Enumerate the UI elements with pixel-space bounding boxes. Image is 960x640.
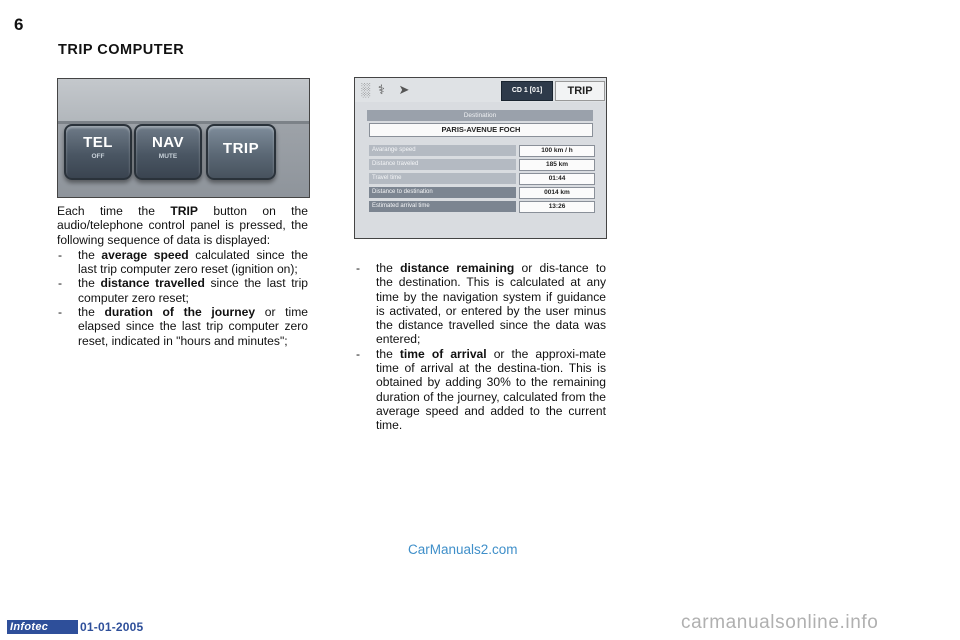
trip-button	[206, 124, 276, 180]
control-panel-photo	[57, 78, 310, 198]
list-item: - the time of arrival or the approxi-mate time of arrival at the destina-tion. This is obtained by adding 30% to the remaining duration of the journey, calculated from the average speed and added to the current time.	[356, 346, 606, 433]
screen-row-label: Avarange speed	[369, 145, 516, 156]
page-title: TRIP COMPUTER	[58, 42, 185, 58]
screen-row-estimated-arrival-time	[369, 201, 595, 212]
destination-label: Destination	[367, 110, 593, 121]
watermark-link[interactable]: CarManuals2.com	[408, 542, 518, 557]
right-bullet-list	[355, 261, 606, 433]
screen-row-label: Distance to destination	[369, 187, 516, 198]
arrow-icon: ➤	[398, 82, 410, 97]
list-item: - the average speed calculated since the last trip computer zero reset (ignition on);	[58, 247, 308, 277]
screen-status-icons	[361, 82, 413, 98]
intro-text: Each time the	[57, 204, 171, 218]
nav-button-label: NAV	[151, 134, 185, 151]
list-item: - the distance remaining or dis-tance to the destination. This is calculated at any time by the navigation system if guidance is activated, or entered by the user minus the distance travelled since the data was entered;	[356, 261, 606, 347]
intro-bold: TRIP	[170, 204, 198, 218]
screen-row-distance-to-destination	[369, 187, 595, 198]
antenna-icon: ⚕	[377, 82, 385, 97]
screen-row-average-speed	[369, 145, 595, 156]
list-item: - the distance travelled since the last trip computer zero reset;	[58, 276, 309, 305]
right-text-column	[355, 261, 606, 433]
trip-computer-screen	[354, 77, 607, 239]
screen-row-label: Distance traveled	[369, 159, 516, 170]
intro-text-rest: button on the audio/telephone control panel is pressed, the following sequence of data is displayed:	[57, 204, 308, 247]
screen-cd-tab: CD 1 [01]	[501, 81, 553, 101]
screen-trip-tab: TRIP	[555, 81, 605, 101]
footer-date: 01-01-2005	[80, 620, 144, 634]
tel-button-sublabel: OFF	[91, 153, 105, 160]
screen-row-value: 01:44	[519, 173, 595, 185]
nav-button-sublabel: MUTE	[158, 153, 178, 160]
screen-row-label: Travel time	[369, 173, 516, 184]
tel-button-label: TEL	[83, 134, 113, 151]
footer-site-watermark: carmanualsonline.info	[681, 612, 879, 633]
left-bullet-list	[57, 248, 308, 348]
left-text-column	[57, 204, 308, 348]
screen-row-value: 100 km / h	[519, 145, 595, 157]
screen-row-travel-time	[369, 173, 595, 184]
destination-value: PARIS-AVENUE FOCH	[369, 123, 593, 137]
screen-row-value: 185 km	[519, 159, 595, 171]
nav-button	[134, 124, 202, 180]
trip-button-label: TRIP	[222, 140, 260, 157]
panel-top-strip	[58, 79, 309, 124]
screen-row-value: 0014 km	[519, 187, 595, 199]
intro-paragraph	[57, 204, 308, 247]
signal-icon: ░	[361, 82, 371, 97]
footer-badge: Infotec	[7, 620, 78, 634]
tel-button	[64, 124, 132, 180]
screen-row-label: Estimated arrival time	[369, 201, 516, 212]
page-number: 6	[14, 15, 24, 34]
screen-row-value: 13:26	[519, 201, 595, 213]
list-item: - the duration of the journey or time elapsed since the last trip computer zero reset, indicated in "hours and minutes";	[58, 305, 308, 348]
screen-row-distance-traveled	[369, 159, 595, 170]
